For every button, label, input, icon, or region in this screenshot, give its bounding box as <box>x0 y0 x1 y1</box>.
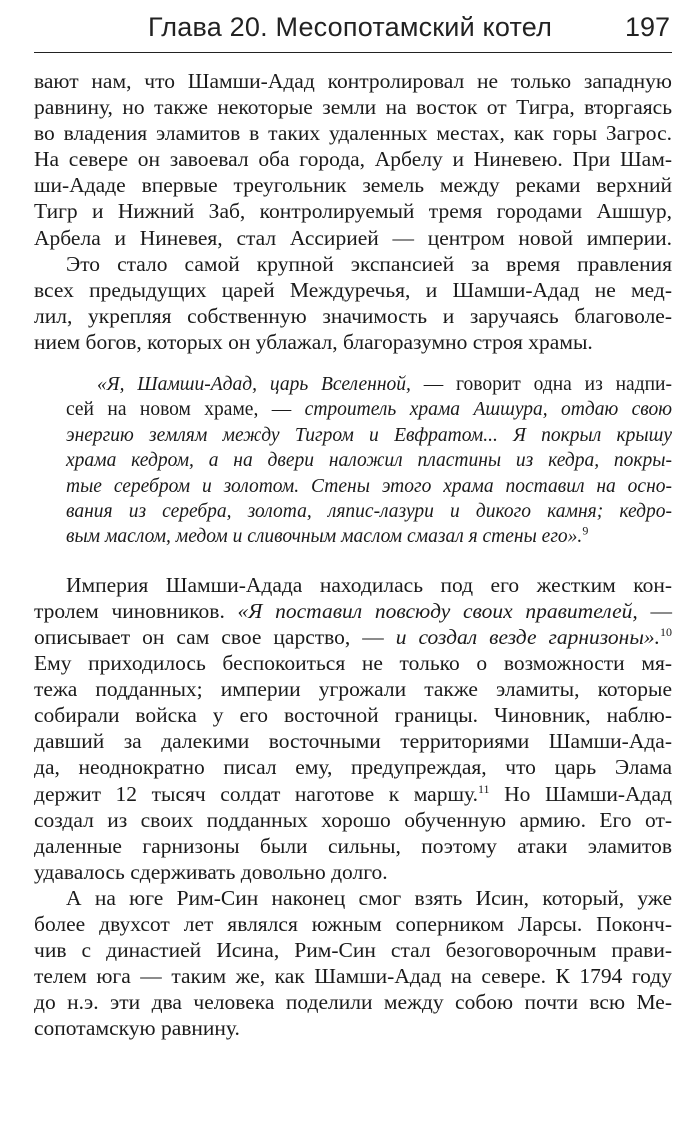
text-line: до н.э. эти два человека поделили между собою почти всю Ме- <box>34 990 672 1015</box>
text-line: лил, укрепляя собственную значимость и заручаясь благоволе- <box>34 303 672 328</box>
chapter-title: Глава 20. Месопотамский котел <box>148 12 553 42</box>
text-line: равнину, но также некоторые земли на восток от Тигра, вторгаясь <box>34 95 672 120</box>
text-line: сопотамскую равнину. <box>34 1016 240 1041</box>
text-line: телем юга — таким же, как Шамши-Адад на севере. К 1794 году <box>34 964 672 989</box>
quote-line <box>34 499 672 524</box>
text-line: удавалось сдерживать довольно долго. <box>34 859 388 884</box>
footnote-ref: 11 <box>478 781 490 796</box>
quote-normal: — говорит одна из надпи- <box>410 374 672 396</box>
text-line: давший за далекими восточными территориями Шамши-Ада- <box>34 729 672 754</box>
paragraph-1 <box>34 68 672 251</box>
text-line: собирали войска у его восточной границы. Чиновник, наблю- <box>34 703 672 728</box>
text-line: ши-Ададе впервые треугольник земель между реками верхний <box>34 173 672 198</box>
text-line: Арбела и Ниневея, стал Ассирией — центром новой империи. <box>34 225 672 250</box>
text-line: создал из своих подданных хорошо обученную армию. Его от- <box>34 807 672 832</box>
text-normal: — <box>637 598 672 623</box>
page-body <box>34 68 672 1041</box>
quote-italic: «Я, Шамши-Адад, царь Вселенной, <box>97 374 411 396</box>
quote-normal: сей на новом храме, — <box>66 399 305 421</box>
text-line <box>34 624 672 650</box>
text-line: во владения эламитов в таких удаленных местах, как горы Загрос. <box>34 121 672 146</box>
text-line <box>34 781 672 807</box>
quote-line <box>34 474 672 499</box>
text-line: всех предыдущих царей Междуречья, и Шамши-Адад не мед- <box>34 277 672 302</box>
quote-italic: вания из серебра, золота, ляпис-лазури и дикого камня; кедро- <box>66 500 672 522</box>
quote-line <box>34 448 672 473</box>
text-line <box>34 598 672 624</box>
text-italic: и создал везде гарнизоны». <box>395 624 660 649</box>
page-number: 197 <box>624 12 670 42</box>
text-line: да, неоднократно писал ему, предупреждая, что царь Элама <box>34 755 672 780</box>
text-line: нием богов, которых он ублажал, благоразумно строя храмы. <box>34 329 593 354</box>
quote-line <box>34 372 672 397</box>
quote-italic: строитель храма Ашшура, отдаю свою <box>304 399 672 421</box>
text-italic: «Я поставил повсюду своих правителей, <box>237 598 638 623</box>
paragraph-3 <box>34 572 672 885</box>
quote-line <box>34 397 672 422</box>
text-line: чив с династией Исина, Рим-Син стал безоговорочным прави- <box>34 938 672 963</box>
text-normal: тролем чиновников. <box>34 598 238 623</box>
footnote-ref: 9 <box>582 523 589 538</box>
text-normal: держит 12 тысяч солдат наготове к маршу. <box>34 781 478 806</box>
quote-italic: вым маслом, медом и сливочным маслом смазал я стены его». <box>66 526 583 548</box>
paragraph-4 <box>34 885 672 1042</box>
quote-line <box>34 423 672 448</box>
text-line: тежа подданных; империи угрожали также эламиты, которые <box>34 677 672 702</box>
footnote-ref: 10 <box>660 624 672 639</box>
quote-line <box>34 524 672 549</box>
text-line: Ему приходилось беспокоиться не только о возможности мя- <box>34 651 672 676</box>
text-line: более двухсот лет являлся южным соперником Ларсы. Поконч- <box>34 911 672 936</box>
text-line: Тигр и Нижний Заб, контролируемый тремя городами Ашшур, <box>34 199 672 224</box>
quote-italic: храма кедром, а на двери наложил пластины из кедра, покры- <box>66 450 672 472</box>
text-normal: описывает он сам свое царство, — <box>34 624 396 649</box>
text-line: Империя Шамши-Адада находилась под его жестким кон- <box>66 572 672 597</box>
quote-italic: тые серебром и золотом. Стены этого храма поставил на осно- <box>66 475 672 497</box>
text-line: А на юге Рим-Син наконец смог взять Исин, который, уже <box>66 885 672 910</box>
text-line: На севере он завоевал оба города, Арбелу и Ниневею. При Шам- <box>34 147 672 172</box>
running-header <box>34 8 672 53</box>
text-normal: Но Шамши-Адад <box>489 781 672 806</box>
text-line: Это стало самой крупной экспансией за время правления <box>66 251 672 276</box>
text-line: вают нам, что Шамши-Адад контролировал не только западную <box>34 69 672 93</box>
block-quote <box>34 372 672 550</box>
paragraph-2 <box>34 251 672 355</box>
text-line: даленные гарнизоны были сильны, поэтому атаки эламитов <box>34 833 672 858</box>
quote-italic: энергию землям между Тигром и Евфратом... Я покрыл крышу <box>66 424 672 446</box>
